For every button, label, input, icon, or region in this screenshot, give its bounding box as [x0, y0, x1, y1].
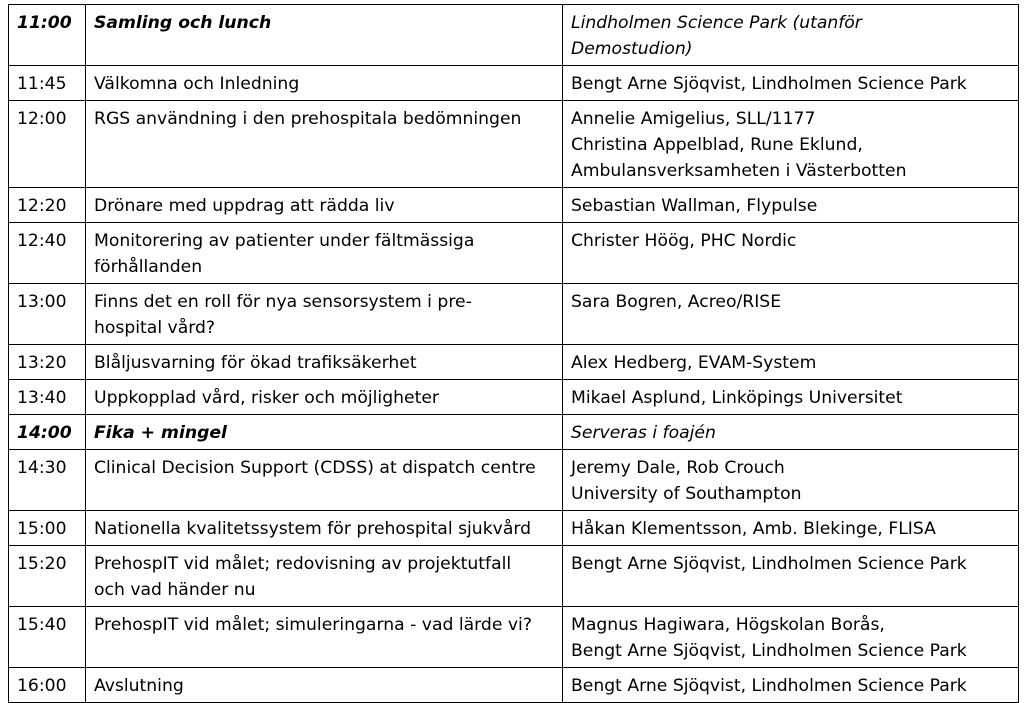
session-title-line: Välkomna och Inledning	[94, 74, 300, 94]
speaker-line: University of Southampton	[571, 484, 802, 504]
agenda-row	[9, 415, 1019, 450]
speaker-line: Sara Bogren, Acreo/RISE	[571, 292, 782, 312]
agenda-row	[9, 380, 1019, 415]
agenda-row	[9, 5, 1019, 66]
agenda-time: 15:40	[9, 607, 86, 668]
agenda-table	[8, 4, 1019, 703]
agenda-session-title	[86, 450, 563, 511]
agenda-session-title	[86, 607, 563, 668]
agenda-speaker	[563, 345, 1019, 380]
agenda-speaker	[563, 546, 1019, 607]
agenda-session-title	[86, 223, 563, 284]
speaker-line: Demostudion)	[571, 39, 693, 59]
session-title-line: Avslutning	[94, 676, 184, 696]
speaker-line: Ambulansverksamheten i Västerbotten	[571, 161, 907, 181]
speaker-line: Christina Appelblad, Rune Eklund,	[571, 135, 863, 155]
agenda-speaker	[563, 450, 1019, 511]
agenda-session-title	[86, 511, 563, 546]
agenda-speaker	[563, 5, 1019, 66]
agenda-time: 12:20	[9, 188, 86, 223]
agenda-session-title	[86, 345, 563, 380]
agenda-time: 12:00	[9, 101, 86, 188]
session-title-line: och vad händer nu	[94, 580, 256, 600]
agenda-speaker	[563, 380, 1019, 415]
agenda-speaker	[563, 668, 1019, 703]
agenda-time: 11:00	[9, 5, 86, 66]
agenda-speaker	[563, 607, 1019, 668]
speaker-line: Christer Höög, PHC Nordic	[571, 231, 797, 251]
agenda-speaker	[563, 188, 1019, 223]
session-title-line: RGS användning i den prehospitala bedömningen	[94, 109, 522, 129]
speaker-line: Jeremy Dale, Rob Crouch	[571, 458, 785, 478]
agenda-time: 16:00	[9, 668, 86, 703]
agenda-row	[9, 607, 1019, 668]
agenda-speaker	[563, 101, 1019, 188]
agenda-session-title	[86, 66, 563, 101]
agenda-session-title	[86, 668, 563, 703]
speaker-line: Bengt Arne Sjöqvist, Lindholmen Science Park	[571, 74, 967, 94]
session-title-line: Drönare med uppdrag att rädda liv	[94, 196, 395, 216]
agenda-row	[9, 101, 1019, 188]
agenda-row	[9, 223, 1019, 284]
agenda-speaker	[563, 284, 1019, 345]
agenda-speaker	[563, 223, 1019, 284]
agenda-session-title	[86, 5, 563, 66]
agenda-row	[9, 284, 1019, 345]
session-title-line: PrehospIT vid målet; redovisning av projektutfall	[94, 554, 512, 574]
agenda-row	[9, 511, 1019, 546]
agenda-row	[9, 668, 1019, 703]
session-title-line: förhållanden	[94, 257, 203, 277]
session-title-line: Finns det en roll för nya sensorsystem i pre-	[94, 292, 472, 312]
speaker-line: Alex Hedberg, EVAM-System	[571, 353, 817, 373]
speaker-line: Bengt Arne Sjöqvist, Lindholmen Science Park	[571, 554, 967, 574]
agenda-session-title	[86, 415, 563, 450]
session-title-line: Nationella kvalitetssystem för prehospital sjukvård	[94, 519, 532, 539]
session-title-line: PrehospIT vid målet; simuleringarna - vad lärde vi?	[94, 615, 532, 635]
agenda-time: 13:00	[9, 284, 86, 345]
agenda-body	[9, 5, 1019, 703]
session-title-line: Blåljusvarning för ökad trafiksäkerhet	[94, 353, 417, 373]
speaker-line: Annelie Amigelius, SLL/1177	[571, 109, 816, 129]
session-title-line: Monitorering av patienter under fältmässiga	[94, 231, 475, 251]
agenda-speaker	[563, 511, 1019, 546]
agenda-speaker	[563, 66, 1019, 101]
agenda-time: 11:45	[9, 66, 86, 101]
agenda-session-title	[86, 380, 563, 415]
agenda-time: 12:40	[9, 223, 86, 284]
agenda-row	[9, 546, 1019, 607]
agenda-time: 15:00	[9, 511, 86, 546]
agenda-time: 13:20	[9, 345, 86, 380]
speaker-line: Bengt Arne Sjöqvist, Lindholmen Science Park	[571, 676, 967, 696]
speaker-line: Magnus Hagiwara, Högskolan Borås,	[571, 615, 885, 635]
speaker-line: Mikael Asplund, Linköpings Universitet	[571, 388, 903, 408]
agenda-session-title	[86, 546, 563, 607]
agenda-row	[9, 188, 1019, 223]
session-title-line: Clinical Decision Support (CDSS) at dispatch centre	[94, 458, 536, 478]
agenda-time: 14:00	[9, 415, 86, 450]
session-title-line: hospital vård?	[94, 318, 216, 338]
agenda-speaker	[563, 415, 1019, 450]
session-title-line: Fika + mingel	[94, 423, 227, 443]
speaker-line: Lindholmen Science Park (utanför	[571, 13, 862, 33]
speaker-line: Serveras i foajén	[571, 423, 716, 443]
agenda-session-title	[86, 284, 563, 345]
agenda-row	[9, 66, 1019, 101]
agenda-time: 15:20	[9, 546, 86, 607]
speaker-line: Håkan Klementsson, Amb. Blekinge, FLISA	[571, 519, 936, 539]
agenda-row	[9, 345, 1019, 380]
session-title-line: Samling och lunch	[94, 13, 272, 33]
speaker-line: Sebastian Wallman, Flypulse	[571, 196, 818, 216]
agenda-session-title	[86, 188, 563, 223]
session-title-line: Uppkopplad vård, risker och möjligheter	[94, 388, 439, 408]
agenda-row	[9, 450, 1019, 511]
agenda-time: 13:40	[9, 380, 86, 415]
speaker-line: Bengt Arne Sjöqvist, Lindholmen Science Park	[571, 641, 967, 661]
agenda-time: 14:30	[9, 450, 86, 511]
agenda-session-title	[86, 101, 563, 188]
